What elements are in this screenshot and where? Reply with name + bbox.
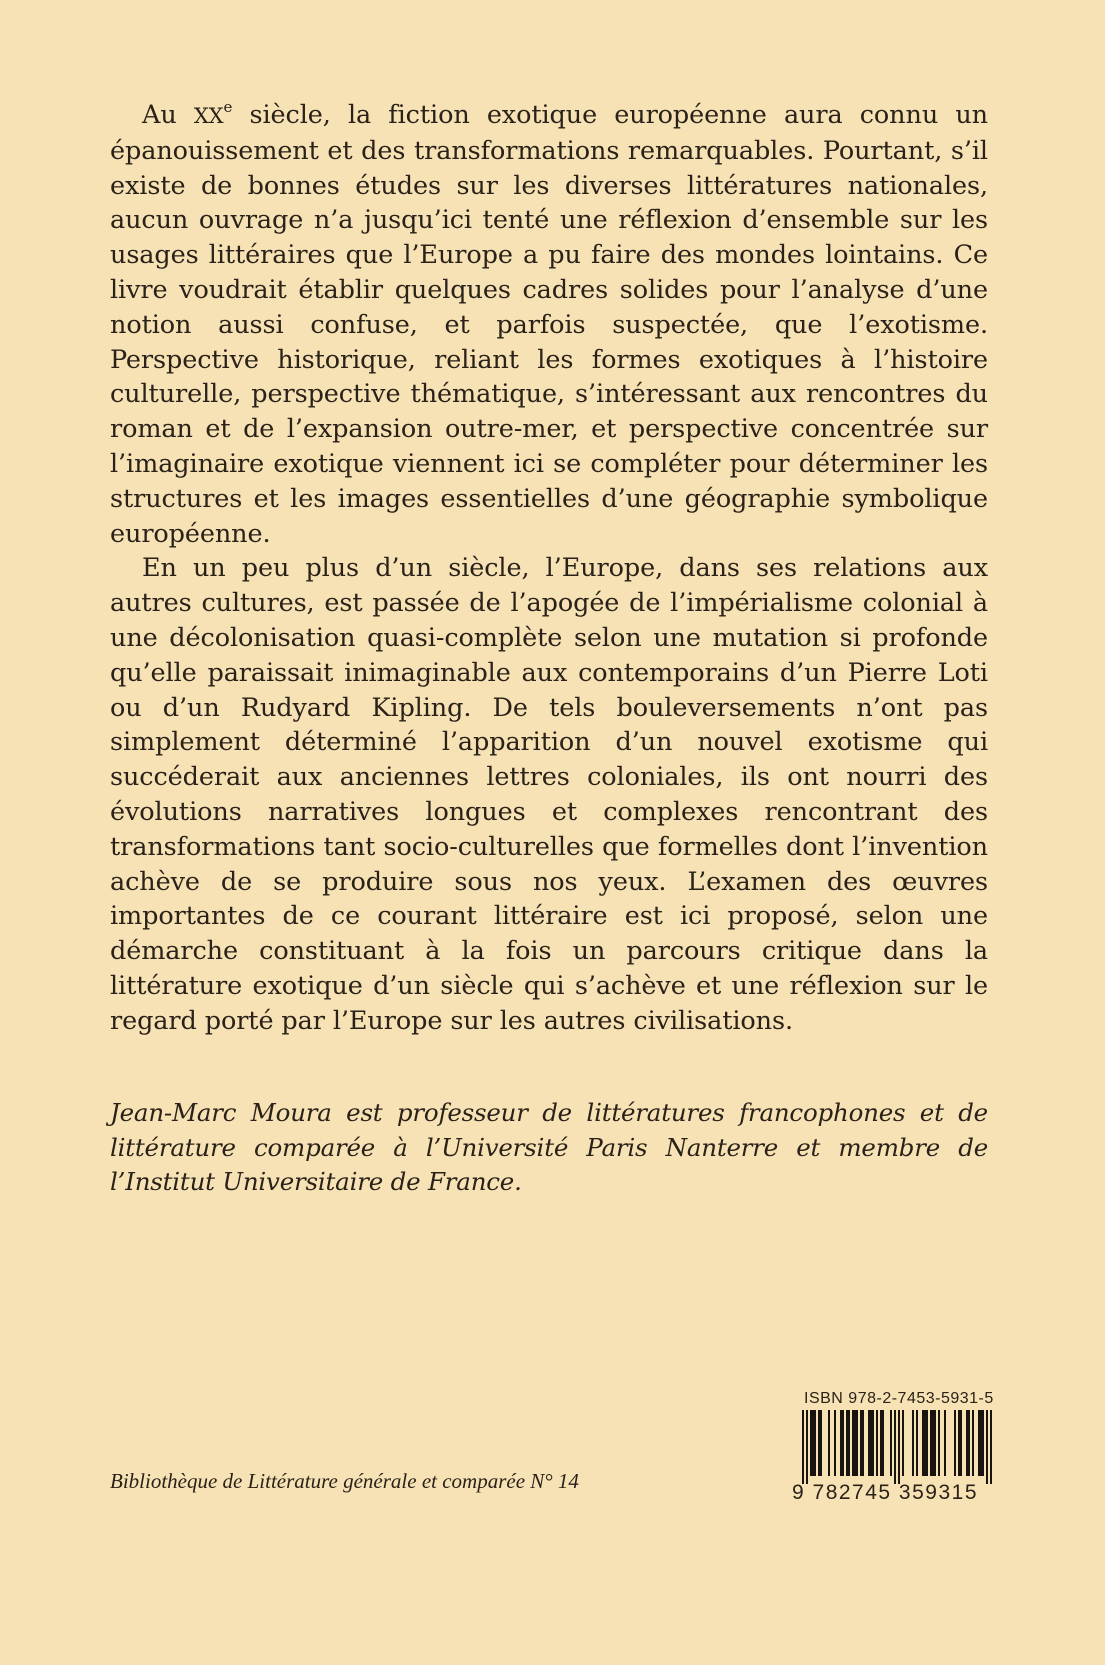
barcode-bar [872, 1410, 874, 1476]
barcode-bar [968, 1410, 970, 1476]
barcode-bar [972, 1410, 974, 1476]
barcode-bar [818, 1410, 820, 1476]
barcode-bar [834, 1410, 836, 1476]
barcode-bar [882, 1410, 884, 1476]
barcode-bar [894, 1410, 896, 1484]
barcode-bar [980, 1410, 982, 1476]
barcode-bar [846, 1410, 848, 1476]
barcode-bar [810, 1410, 812, 1476]
author-bio: Jean-Marc Moura est professeur de littératures francophones et de littérature comparée à l’Université Paris Nanterre et membre de l’Institut Universitaire de France. [110, 1098, 988, 1196]
barcode-bar [880, 1410, 882, 1476]
barcode-bar [958, 1410, 960, 1476]
blurb-p1-start: Au [142, 100, 194, 130]
barcode-bar [934, 1410, 936, 1476]
barcode-bars [792, 1410, 998, 1484]
barcode-bar [944, 1410, 946, 1476]
barcode-bar [848, 1410, 850, 1476]
barcode-bar [890, 1410, 892, 1476]
blurb [110, 98, 988, 1039]
barcode-bar [986, 1410, 988, 1484]
barcode-bar [982, 1410, 984, 1476]
barcode-bar [978, 1410, 980, 1476]
barcode-bar [856, 1410, 858, 1476]
barcode-bar [990, 1410, 992, 1484]
barcode-bar [898, 1410, 900, 1484]
barcode-bar [966, 1410, 968, 1476]
barcode-bar [922, 1410, 924, 1476]
isbn-label: ISBN 978-2-7453-5931-5 [804, 1390, 994, 1407]
barcode-bar [876, 1410, 878, 1476]
barcode-bar [938, 1410, 940, 1476]
century-numeral: XX [193, 104, 224, 128]
barcode-bar [916, 1410, 918, 1476]
barcode-bar [960, 1410, 962, 1476]
barcode-block [792, 1390, 998, 1504]
barcode-bar [852, 1410, 854, 1476]
barcode-bar [854, 1410, 856, 1476]
barcode-bar [902, 1410, 904, 1476]
blurb-p1-rest: siècle, la fiction exotique européenne aura connu un épanouissement et des transformations remarquables. Pourtant, s’il existe de bonnes études sur les diverses littératures nationales, aucun ouvrage n’a jusqu’ici tenté une réflexion d’ensemble sur les usages littéraires que l’Europe a pu faire des mondes lointains. Ce livre voudrait établir quelques cadres solides pour l’analyse d’une notion aussi confuse, et parfois suspectée, que l’exotisme. Perspective historique, reliant les formes exotiques à l’histoire culturelle, perspective thématique, s’intéressant aux rencontres du roman et de l’expansion outre-mer, et perspective concentrée sur l’imaginaire exotique viennent ici se compléter pour déterminer les structures et les images essentielles d’une géographie symbolique européenne. [110, 100, 988, 549]
barcode-bar [820, 1410, 822, 1476]
barcode-bar [924, 1410, 926, 1476]
barcode-bar [828, 1410, 830, 1476]
collection-name: Bibliothèque de Littérature générale et comparée N° 14 [110, 1469, 579, 1493]
barcode-bar [954, 1410, 956, 1476]
barcode-bar [932, 1410, 934, 1476]
blurb-paragraph-2: En un peu plus d’un siècle, l’Europe, dans ses relations aux autres cultures, est passée de l’apogée de l’impérialisme colonial à une décolonisation quasi-complète selon une mutation si profonde qu’elle paraissait inimaginable aux contemporains d’un Pierre Loti ou d’un Rudyard Kipling. De tels bouleversements n’ont pas simplement déterminé l’apparition d’un nouvel exotisme qui succéderait aux anciennes lettres coloniales, ils ont nourri des évolutions narratives longues et complexes rencontrant des transformations tant socio-culturelles que formelles dont l’invention achève de se produire sous nos yeux. L’examen des œuvres importantes de ce courant littéraire est ici proposé, selon une démarche constituant à la fois un parcours critique dans la littérature exotique d’un siècle qui s’achève et une réflexion sur le regard porté par l’Europe sur les autres civilisations. [110, 553, 988, 1036]
barcode-bar [812, 1410, 814, 1476]
barcode-bar [814, 1410, 816, 1476]
ean-digits: 9 782745 359315 [792, 1481, 978, 1504]
barcode-bar [930, 1410, 932, 1476]
barcode-bar [802, 1410, 804, 1484]
barcode-bar [870, 1410, 872, 1476]
barcode-bar [860, 1410, 862, 1476]
blurb-paragraph-1 [110, 98, 988, 551]
century-superscript: e [223, 98, 233, 116]
barcode-bar [868, 1410, 870, 1476]
barcode-bar [926, 1410, 928, 1476]
barcode-bar [842, 1410, 844, 1476]
barcode-bar [806, 1410, 808, 1484]
barcode-bar [840, 1410, 842, 1476]
barcode-bar [862, 1410, 864, 1476]
barcode-bar [912, 1410, 914, 1476]
